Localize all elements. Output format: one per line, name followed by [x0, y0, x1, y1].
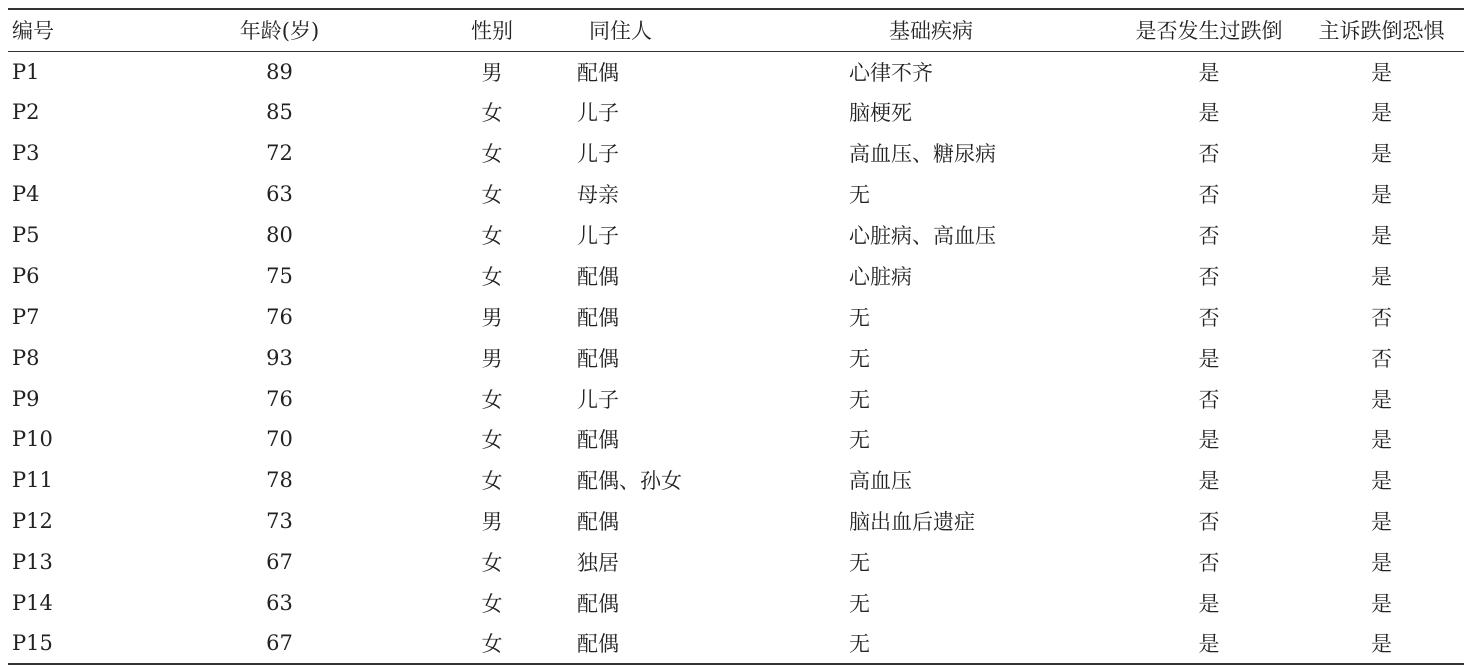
cell-fear-of-falling: 是 — [1371, 469, 1392, 494]
cell-sex: 女 — [481, 428, 503, 453]
cell-disease: 高血压、糖尿病 — [849, 142, 996, 167]
cell-fall-history: 是 — [1198, 469, 1220, 494]
cell-id: P9 — [12, 386, 40, 411]
cell-cohabitant: 配偶 — [577, 346, 619, 371]
cell-cohabitant: 配偶 — [577, 623, 849, 664]
cell-sex: 男 — [481, 346, 503, 371]
cell-fall-history: 否 — [1198, 387, 1220, 412]
cell-sex: 女 — [481, 387, 503, 412]
table-row — [8, 296, 1464, 337]
cell-age: 78 — [266, 468, 293, 493]
cell-id: P11 — [12, 468, 53, 493]
cell-cohabitant: 母亲 — [577, 183, 619, 208]
cell-age: 89 — [266, 59, 293, 84]
cell-cohabitant: 配偶 — [577, 305, 619, 330]
cell-disease: 高血压 — [849, 469, 912, 494]
cell-disease: 无 — [849, 183, 870, 208]
header-id: 编号 — [8, 9, 152, 51]
cell-id: P7 — [12, 304, 40, 329]
cell-sex: 女 — [481, 264, 503, 289]
cell-sex: 女 — [407, 623, 577, 664]
table-row — [8, 174, 1464, 215]
cell-cohabitant: 配偶 — [577, 510, 619, 535]
cell-disease: 无 — [849, 551, 870, 576]
cell-fear-of-falling: 是 — [1371, 551, 1392, 576]
table-row — [8, 460, 1464, 501]
table-row — [8, 501, 1464, 542]
header-fall-history: 是否发生过跌倒 — [1119, 9, 1299, 51]
cell-age: 72 — [266, 141, 293, 166]
cell-age: 73 — [266, 509, 293, 534]
cell-fall-history: 否 — [1198, 183, 1220, 208]
cell-cohabitant: 儿子 — [577, 101, 619, 126]
cell-fall-history: 是 — [1198, 346, 1220, 371]
cell-fear-of-falling: 是 — [1371, 142, 1392, 167]
cell-cohabitant: 配偶、孙女 — [577, 469, 682, 494]
table-row — [8, 255, 1464, 296]
cell-cohabitant: 配偶 — [577, 592, 619, 617]
table-row — [8, 215, 1464, 256]
header-row — [8, 9, 1464, 51]
cell-fear-of-falling: 是 — [1371, 264, 1392, 289]
cell-fall-history: 否 — [1198, 142, 1220, 167]
table-body — [8, 51, 1464, 664]
cell-id: P1 — [12, 59, 40, 84]
header-cohabitant: 同住人 — [577, 9, 849, 51]
cell-fall-history: 是 — [1198, 592, 1220, 617]
cell-fear-of-falling: 否 — [1371, 346, 1392, 371]
cell-cohabitant: 儿子 — [577, 387, 619, 412]
cell-sex: 女 — [481, 551, 503, 576]
cell-age: 93 — [266, 345, 293, 370]
cell-age: 75 — [266, 263, 293, 288]
cell-sex: 女 — [481, 224, 503, 248]
cell-disease: 无 — [849, 623, 1119, 664]
cell-id: P12 — [12, 509, 53, 534]
cell-sex: 女 — [481, 592, 503, 617]
cell-age: 67 — [152, 623, 407, 664]
cell-fear-of-falling: 是 — [1371, 183, 1392, 208]
cell-fear-of-falling: 是 — [1371, 60, 1392, 85]
cell-disease: 脑梗死 — [849, 101, 912, 126]
table-row — [8, 378, 1464, 419]
cell-age: 85 — [266, 100, 293, 125]
cell-id: P6 — [12, 263, 40, 288]
cell-cohabitant: 配偶 — [577, 428, 619, 453]
cell-fear-of-falling: 是 — [1371, 510, 1392, 535]
cell-fall-history: 否 — [1198, 264, 1220, 289]
table-row — [8, 51, 1464, 92]
cell-fear-of-falling: 是 — [1371, 428, 1392, 453]
cell-sex: 女 — [481, 101, 503, 126]
table-row — [8, 337, 1464, 378]
cell-fall-history: 否 — [1198, 551, 1220, 576]
cell-fear-of-falling: 是 — [1371, 101, 1392, 126]
cell-disease: 无 — [849, 346, 870, 371]
cell-sex: 男 — [481, 305, 503, 330]
participant-table — [8, 8, 1464, 665]
cell-disease: 心律不齐 — [849, 60, 933, 85]
header-disease: 基础疾病 — [849, 9, 1119, 51]
cell-age: 76 — [266, 304, 293, 329]
cell-fall-history: 否 — [1198, 224, 1220, 248]
cell-cohabitant: 配偶 — [577, 60, 619, 85]
cell-disease: 脑出血后遗症 — [849, 510, 975, 535]
cell-sex: 女 — [481, 183, 503, 208]
header-fear-of-falling: 主诉跌倒恐惧 — [1299, 9, 1464, 51]
cell-fear-of-falling: 是 — [1299, 623, 1464, 664]
table-row — [8, 419, 1464, 460]
header-age: 年龄(岁) — [152, 9, 407, 51]
cell-disease: 无 — [849, 387, 870, 412]
cell-fall-history: 否 — [1198, 510, 1220, 535]
cell-id: P15 — [8, 623, 152, 664]
cell-disease: 心脏病、高血压 — [849, 224, 996, 248]
cell-age: 67 — [266, 550, 293, 575]
cell-id: P10 — [12, 427, 53, 452]
table-header — [8, 9, 1464, 51]
cell-cohabitant: 儿子 — [577, 224, 619, 248]
cell-sex: 男 — [481, 510, 503, 535]
cell-age: 63 — [266, 591, 293, 616]
cell-disease: 无 — [849, 592, 870, 617]
header-sex: 性别 — [407, 9, 577, 51]
cell-disease: 心脏病 — [849, 264, 912, 289]
table-row — [8, 133, 1464, 174]
cell-fall-history: 是 — [1198, 60, 1220, 85]
cell-fall-history: 否 — [1198, 305, 1220, 330]
cell-id: P4 — [12, 182, 40, 207]
cell-id: P8 — [12, 345, 40, 370]
cell-fear-of-falling: 是 — [1371, 224, 1392, 248]
cell-cohabitant: 配偶 — [577, 264, 619, 289]
table-row — [8, 92, 1464, 133]
cell-fear-of-falling: 否 — [1371, 305, 1392, 330]
cell-fall-history: 是 — [1198, 428, 1220, 453]
cell-disease: 无 — [849, 305, 870, 330]
cell-fall-history: 是 — [1119, 623, 1299, 664]
cell-fall-history: 是 — [1198, 101, 1220, 126]
cell-disease: 无 — [849, 428, 870, 453]
cell-sex: 女 — [481, 142, 503, 167]
cell-sex: 女 — [481, 469, 503, 494]
cell-fear-of-falling: 是 — [1371, 387, 1392, 412]
cell-age: 63 — [266, 182, 293, 207]
cell-id: P5 — [12, 223, 40, 247]
cell-id: P14 — [12, 591, 53, 616]
cell-age: 70 — [266, 427, 293, 452]
table-row — [8, 623, 1464, 664]
cell-fear-of-falling: 是 — [1371, 592, 1392, 617]
cell-id: P13 — [12, 550, 53, 575]
cell-cohabitant: 独居 — [577, 551, 619, 576]
table-row — [8, 542, 1464, 583]
cell-age: 76 — [266, 386, 293, 411]
cell-cohabitant: 儿子 — [577, 142, 619, 167]
table-row — [8, 583, 1464, 624]
cell-id: P3 — [12, 141, 40, 166]
cell-age: 80 — [266, 223, 293, 247]
cell-id: P2 — [12, 100, 40, 125]
cell-sex: 男 — [481, 60, 503, 85]
